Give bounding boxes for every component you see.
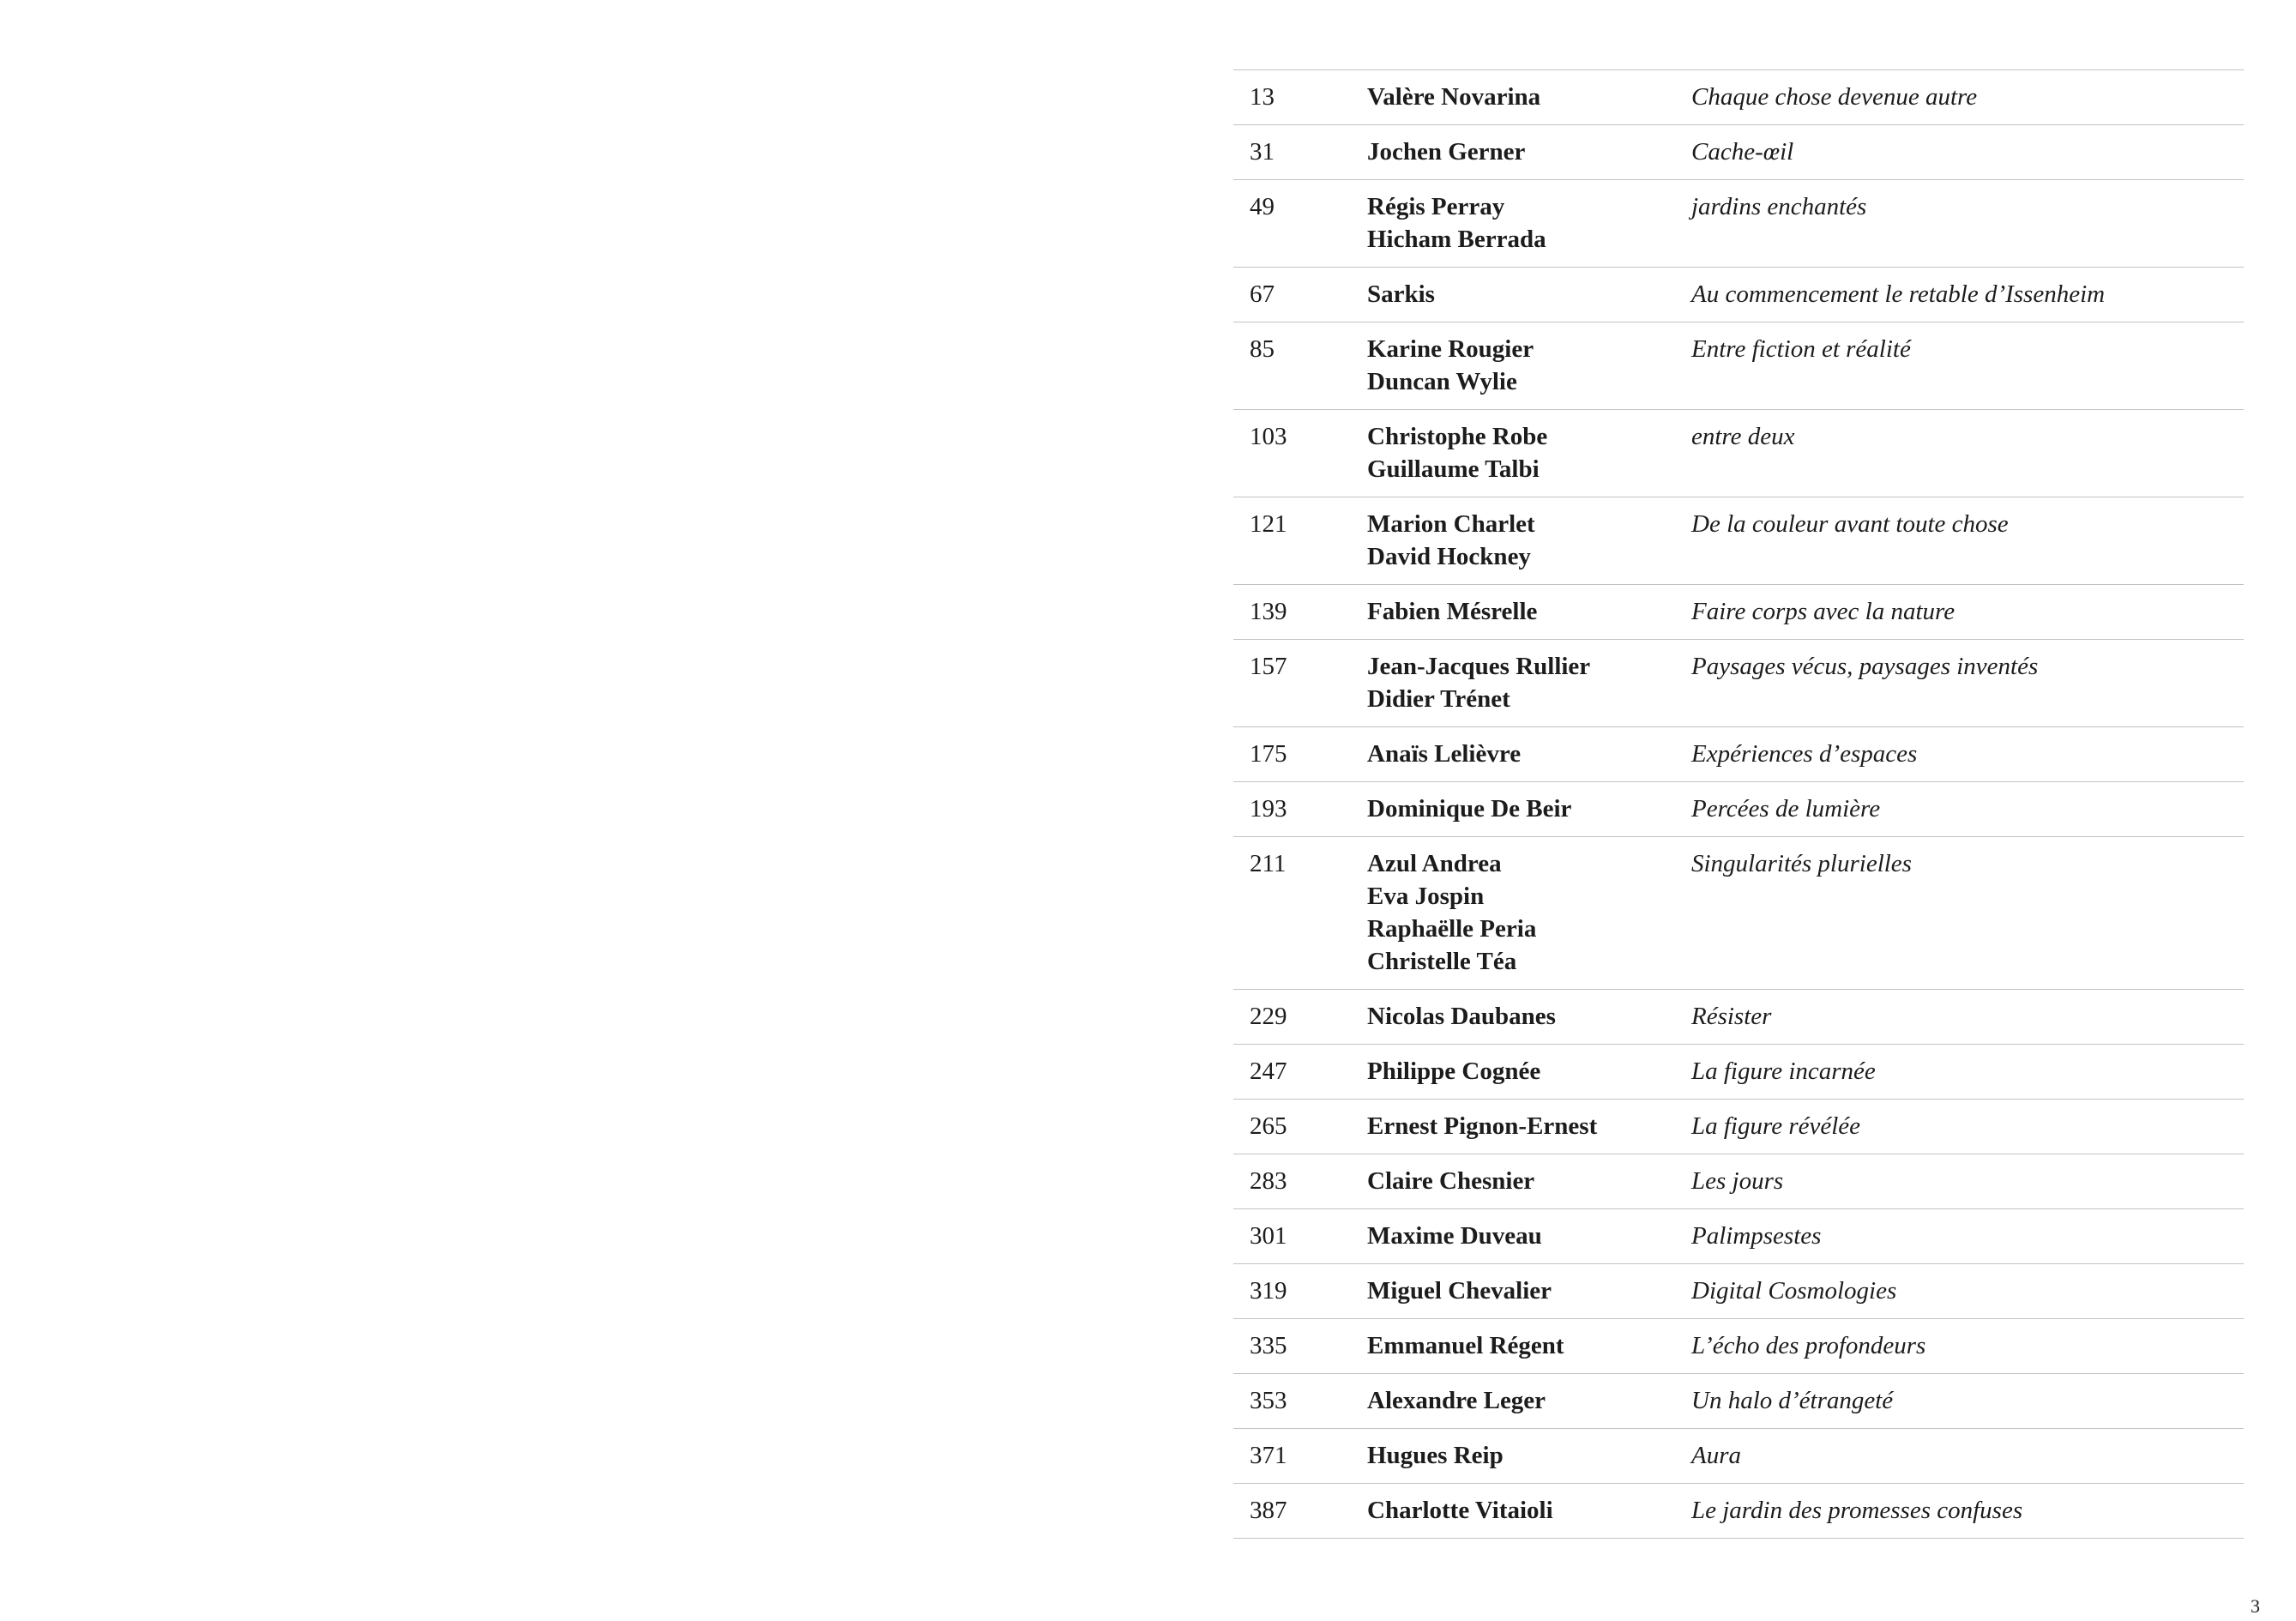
toc-entry-artists: Valère Novarina: [1367, 83, 1541, 111]
toc-entry-artists: Maxime Duveau: [1367, 1222, 1542, 1250]
toc-entry-title: Entre fiction et réalité: [1691, 335, 1911, 363]
toc-entry-title: Cache-œil: [1691, 138, 1794, 166]
toc-entry-title: Un halo d’étrangeté: [1691, 1387, 1894, 1414]
toc-entry-page: 13: [1250, 83, 1275, 111]
page-number: 3: [2251, 1595, 2260, 1617]
toc-entry-title: Aura: [1691, 1442, 1741, 1469]
toc-row: [1233, 1208, 2244, 1263]
toc-entry-artists: Fabien Mésrelle: [1367, 598, 1538, 625]
toc-row: [1233, 726, 2244, 781]
toc-row: [1233, 179, 2244, 267]
toc-entry-page: 49: [1250, 193, 1275, 220]
toc-row: [1233, 1154, 2244, 1208]
toc-row: [1233, 1483, 2244, 1538]
toc-entry-page: 387: [1250, 1497, 1287, 1524]
toc-entry-title: La figure incarnée: [1691, 1058, 1876, 1085]
toc-entry-artists: Régis Perray Hicham Berrada: [1367, 193, 1546, 253]
toc-row: [1233, 267, 2244, 322]
toc-row: [1233, 1318, 2244, 1373]
toc-entry-artists: Hugues Reip: [1367, 1442, 1504, 1469]
toc-entry-page: 319: [1250, 1277, 1287, 1305]
toc-entry-title: Paysages vécus, paysages inventés: [1691, 653, 2039, 680]
toc-entry-title: De la couleur avant toute chose: [1691, 510, 2009, 538]
toc-entry-artists: Nicolas Daubanes: [1367, 1003, 1556, 1030]
toc-row: [1233, 1099, 2244, 1154]
toc-entry-page: 31: [1250, 138, 1275, 166]
toc-row: [1233, 124, 2244, 179]
toc-entry-title: Résister: [1691, 1003, 1772, 1030]
toc-entry-artists: Miguel Chevalier: [1367, 1277, 1552, 1305]
toc-entry-artists: Dominique De Beir: [1367, 795, 1572, 823]
toc-row: [1233, 584, 2244, 639]
toc-row: [1233, 322, 2244, 409]
toc-entry-page: 103: [1250, 423, 1287, 450]
toc-entry-artists: Jean-Jacques Rullier Didier Trénet: [1367, 653, 1591, 713]
toc-entry-title: Chaque chose devenue autre: [1691, 83, 1978, 111]
toc-entry-artists: Anaïs Lelièvre: [1367, 740, 1522, 768]
toc-row: [1233, 1263, 2244, 1318]
toc-entry-page: 371: [1250, 1442, 1287, 1469]
toc-entry-page: 211: [1250, 850, 1287, 877]
toc-row: [1233, 1044, 2244, 1099]
toc-row: [1233, 409, 2244, 497]
toc-entry-artists: Marion Charlet David Hockney: [1367, 510, 1535, 570]
toc-row: [1233, 989, 2244, 1044]
toc-entry-title: Le jardin des promesses confuses: [1691, 1497, 2023, 1524]
table-of-contents: [1233, 69, 2244, 1539]
toc-entry-artists: Charlotte Vitaioli: [1367, 1497, 1553, 1524]
toc-entry-page: 229: [1250, 1003, 1287, 1030]
toc-entry-page: 175: [1250, 740, 1287, 768]
toc-entry-artists: Karine Rougier Duncan Wylie: [1367, 335, 1534, 395]
toc-entry-page: 67: [1250, 280, 1275, 308]
toc-entry-artists: Alexandre Leger: [1367, 1387, 1546, 1414]
toc-entry-title: Faire corps avec la nature: [1691, 598, 1956, 625]
toc-entry-page: 157: [1250, 653, 1287, 680]
toc-row: [1233, 781, 2244, 836]
toc-entry-title: jardins enchantés: [1691, 193, 1867, 220]
toc-entry-page: 283: [1250, 1167, 1287, 1195]
toc-entry-artists: Jochen Gerner: [1367, 138, 1526, 166]
toc-entry-page: 301: [1250, 1222, 1287, 1250]
toc-entry-title: Au commencement le retable d’Issenheim: [1691, 280, 2106, 308]
toc-entry-artists: Emmanuel Régent: [1367, 1332, 1564, 1359]
toc-entry-title: Digital Cosmologies: [1691, 1277, 1897, 1305]
toc-entry-page: 353: [1250, 1387, 1287, 1414]
toc-entry-title: Les jours: [1691, 1167, 1784, 1195]
toc-entry-title: Percées de lumière: [1691, 795, 1881, 823]
toc-row: [1233, 1373, 2244, 1428]
toc-entry-artists: Azul Andrea Eva Jospin Raphaëlle Peria Christelle Téa: [1367, 850, 1537, 975]
toc-row: [1233, 1428, 2244, 1483]
toc-entry-artists: Philippe Cognée: [1367, 1058, 1541, 1085]
toc-row: [1233, 639, 2244, 726]
toc-entry-page: 85: [1250, 335, 1275, 363]
toc-row: [1233, 497, 2244, 584]
toc-entry-page: 193: [1250, 795, 1287, 823]
toc-entry-title: Expériences d’espaces: [1691, 740, 1918, 768]
toc-entry-title: La figure révélée: [1691, 1112, 1861, 1140]
toc-entry-artists: Sarkis: [1367, 280, 1435, 308]
toc-entry-page: 265: [1250, 1112, 1287, 1140]
toc-entry-artists: Christophe Robe Guillaume Talbi: [1367, 423, 1548, 483]
toc-row: [1233, 69, 2244, 124]
toc-entry-page: 139: [1250, 598, 1287, 625]
toc-entry-page: 335: [1250, 1332, 1287, 1359]
toc-row: [1233, 836, 2244, 989]
toc-entry-title: Palimpsestes: [1691, 1222, 1822, 1250]
toc-entry-title: L’écho des profondeurs: [1691, 1332, 1926, 1359]
toc-entry-artists: Ernest Pignon-Ernest: [1367, 1112, 1598, 1140]
toc-entry-page: 247: [1250, 1058, 1287, 1085]
toc-entry-page: 121: [1250, 510, 1287, 538]
toc-entry-artists: Claire Chesnier: [1367, 1167, 1535, 1195]
toc-entry-title: entre deux: [1691, 423, 1795, 450]
toc-entry-title: Singularités plurielles: [1691, 850, 1912, 877]
